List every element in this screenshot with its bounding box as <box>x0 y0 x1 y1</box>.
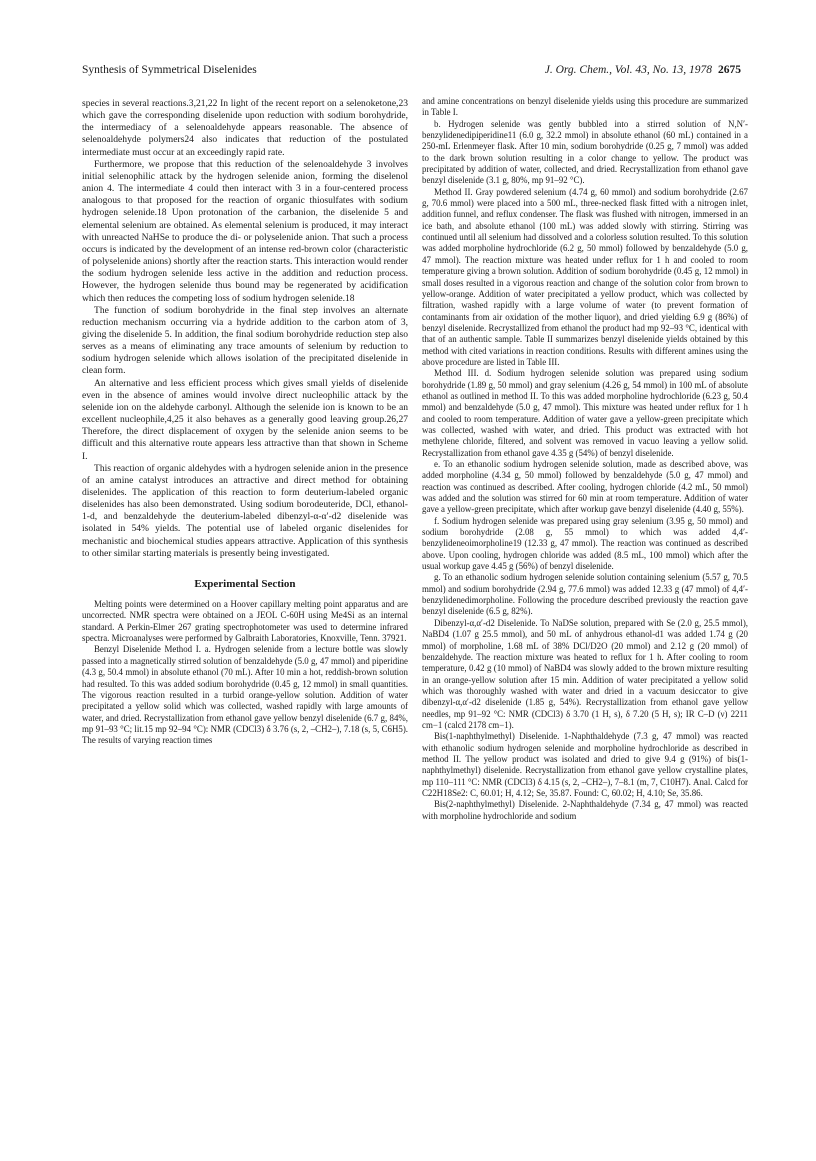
journal-citation: J. Org. Chem., Vol. 43, No. 13, 1978 <box>544 64 712 76</box>
right-column <box>422 96 748 822</box>
section-heading: Experimental Section <box>194 577 296 590</box>
body-paragraph: Bis(2-naphthylmethyl) Diselenide. 2-Naphthaldehyde (7.34 g, 47 mmol) was reacted with morpholine hydrochloride and sodium <box>422 799 748 821</box>
body-paragraph: b. Hydrogen selenide was gently bubbled into a stirred solution of N,N′-benzylidenedipiperidine11 (6.0 g, 32.2 mmol) in absolute ethanol (60 mL) contained in a 250-mL Erlenmeyer flask. After 10 min, sodium borohydride (0.25 g, 7 mmol) was added to the dark brown solution resulting in a color change to yellow. The product was precipitated by addition of water, collected, and dried. Recrystallization from ethanol gave benzyl diselenide (3.1 g, 80%, mp 91–92 °C). <box>422 118 748 186</box>
page-number: 2675 <box>718 64 741 76</box>
experimental-paragraph: Benzyl Diselenide Method I. a. Hydrogen selenide from a lecture bottle was slowly passed into a magnetically stirred solution of benzaldehyde (5.0 g, 47 mmol) and piperidine (4.3 g, 50.4 mmol) in absolute ethanol (70 mL). After 10 min a hot, reddish-brown solution had resulted. To this was added sodium borohydride (0.45 g, 12 mmol) in small quantities. The vigorous reaction resulted in a turbid orange-yellow solution. Addition of water precipitated a yellow solid which was collected, washed rapidly with large amounts of water, and dried. Recrystallization from ethanol gave yellow benzyl diselenide (6.7 g, 84%, mp 91–93 °C; lit.15 mp 92–94 °C): NMR (CDCl3) δ 3.76 (s, 2, –CH2–), 7.18 (s, 5, C6H5). The results of varying reaction times <box>82 644 408 746</box>
running-header-journal <box>496 64 741 76</box>
body-paragraph: e. To an ethanolic sodium hydrogen selenide solution, made as described above, was added morpholine (4.34 g, 50 mmol) followed by benzaldehyde (5.0 g, 47 mmol) and reaction was continued as described. After cooling, hydrogen chloride (4.2 mL, 50 mmol) was added and the solution was stirred for 60 min at room temperature. Addition of water gave a yellow-green precipitate, which after workup gave benzyl diselenide (4.40 g, 55%). <box>422 459 748 515</box>
body-paragraph: Bis(1-naphthylmethyl) Diselenide. 1-Naphthaldehyde (7.3 g, 47 mmol) was reacted with ethanolic sodium hydrogen selenide and morpholine hydrochloride as described in method II. The yellow product was isolated and dried to give 9.4 g (91%) of bis(1-naphthylmethyl) diselenide. Recrystallization from ethanol gave yellow crystalline plates, mp 110–111 °C: NMR (CDCl3) δ 4.15 (s, 2, –CH2–), 7–8.1 (m, 7, C10H7). Anal. Calcd for C22H18Se2: C, 60.01; H, 4.12; Se, 35.87. Found: C, 60.02; H, 4.10; Se, 35.86. <box>422 731 748 798</box>
body-paragraph: This reaction of organic aldehydes with a hydrogen selenide anion in the presence of an amine catalyst introduces an attractive and direct method for obtaining diselenides. The application of this reaction to form deuterium-labeled organic diselenides has also been demonstrated. Using sodium borodeuteride, DCl, ethanol-1-d, and benzaldehyde the deuterium-labeled dibenzyl-α-α′-d2 diselenide was isolated in 54% yields. The potential use of labeled organic diselenides for mechanistic and biochemical studies appears attractive. Application of this synthesis to other similar starting materials is presently being investigated. <box>82 462 408 559</box>
body-paragraph: Furthermore, we propose that this reduction of the selenoaldehyde 3 involves initial selenophilic attack by the hydrogen selenide anion, forming the diselenol anion 4. The intermediate 4 could then interact with 3 in a four-centered process analogous to that proposed for the reaction of organic thiosulfates with sodium hydrogen selenide.18 Upon protonation of the carbanion, the diselenide 5 and elemental selenium are obtained. As elemental selenium is produced, it may interact with unreacted NaHSe to produce the di- or polyselenide anion. That such a process occurs is indicated by the development of an intense red-brown color (characteristic of polyselenide anions) shortly after the reaction starts. This interaction would render the sodium hydrogen selenide less active in the addition and reduction process. However, the hydrogen selenide thus bound may be regenerated by acidification which then reduces the competing loss of sodium hydrogen selenide.18 <box>82 158 408 304</box>
body-paragraph: species in several reactions.3,21,22 In light of the recent report on a selenoketone,23 which gave the corresponding diselenide upon reduction with sodium borohydride, the intermediacy of a selenoaldehyde appears reasonable. The absence of selenoaldehyde polymers24 also indicates that reduction of the postulated intermediate must occur at an exceedingly rapid rate. <box>82 98 408 158</box>
body-paragraph: The function of sodium borohydride in the final step involves an alternate reduction mechanism occurring via a hydride addition to the carbon atom of 3, giving the diselenide 5. In addition, the final sodium borohydride reduction step also serves as a means of eliminating any trace amounts of selenium by reduction to sodium hydrogen selenide which allows isolation of the precipitated diselenide in clean form. <box>82 304 408 377</box>
body-paragraph: Method III. d. Sodium hydrogen selenide solution was prepared using sodium borohydride (1.89 g, 50 mmol) and gray selenium (4.26 g, 54 mmol) in 100 mL of absolute ethanol as outlined in method II. To this was added morpholine hydrochloride (6.23 g, 50.4 mmol) and benzaldehyde (5.0 g, 47 mmol). This mixture was heated under reflux for 1 h and cooled to room temperature. Addition of water gave a yellow-green precipitate which was collected, washed with water, and dried. This product was extracted with hot methylene chloride, filtered, and solvent was removed in vacuo leaving a yellow solid. Recrystallization from ethanol gave 4.35 g (54%) of benzyl diselenide. <box>422 368 748 458</box>
body-paragraph: An alternative and less efficient process which gives small yields of diselenide even in the absence of amines would involve direct nucleophilic attack by the selenide ion on the aldehyde carbonyl. Although the selenide ion is known to be an excellent nucleophile,4,25 it also behaves as a generally good leaving group.26,27 Therefore, the direct displacement of oxygen by the selenide anion seems to be difficult and this alternative route appears less attractive than that shown in Scheme I. <box>82 377 408 462</box>
experimental-paragraph: Melting points were determined on a Hoover capillary melting point apparatus and are uncorrected. NMR spectra were obtained on a JEOL C-60H using Me4Si as an internal standard. A Perkin-Elmer 267 grating spectrophotometer was used to determine infrared spectra. Microanalyses were performed by Galbraith Laboratories, Knoxville, Tenn. 37921. <box>82 599 408 644</box>
body-paragraph: Method II. Gray powdered selenium (4.74 g, 60 mmol) and sodium borohydride (2.67 g, 70.6 mmol) were placed into a 500 mL, three-necked flask fitted with a nitrogen inlet, addition funnel, and reflux condenser. The flask was flushed with nitrogen, immersed in an ice bath, and absolute ethanol (100 mL) was added slowly with stirring. Stirring was continued until all selenium had dissolved and a colorless solution resulted. To this solution was added morpholine hydrochloride (6.2 g, 50 mmol) followed by benzaldehyde (5.0 g, 47 mmol). The reaction mixture was heated under reflux for 1 h and cooled to room temperature giving a brown solution. Addition of sodium borohydride (0.45 g, 12 mmol) in small doses resulted in a vigorous reaction and change of the solution color from brown to yellow-orange. Addition of water precipitated a yellow product, which was collected by filtration, washed rapidly with a large volume of water (to prevent formation of contaminants from air oxidation of the mother liquor), and dried yielding 6.9 g (86%) of benzyl diselenide. Recrystallized from ethanol the product had mp 92–93 °C, identical with that of an authentic sample. Table II summarizes benzyl diselenide yields obtained by this method with cited variations in reaction conditions. Results with different amines using the above procedure are listed in Table III. <box>422 186 748 367</box>
running-header-title: Synthesis of Symmetrical Diselenides <box>82 64 257 76</box>
body-paragraph: f. Sodium hydrogen selenide was prepared using gray selenium (3.95 g, 50 mmol) and sodium borohydride (2.08 g, 55 mmol) to which was added 4,4′-benzylideneoimorpholine19 (12.33 g, 47 mmol). The reaction was continued as described above. Upon cooling, hydrogen chloride was added (8.5 mL, 100 mmol) which after the usual workup gave 4.45 g (56%) of benzyl diselenide. <box>422 515 748 572</box>
body-paragraph: g. To an ethanolic sodium hydrogen selenide solution containing selenium (5.57 g, 70.5 mmol) and sodium borohydride (2.94 g, 77.6 mmol) was added 12.33 g (47 mmol) of 4,4′-benzylidenedimorpholine. Following the procedure described previously the reaction gave benzyl diselenide (6.5 g, 82%). <box>422 572 748 617</box>
body-paragraph: and amine concentrations on benzyl diselenide yields using this procedure are summarized in Table I. <box>422 96 748 118</box>
left-column <box>82 98 408 747</box>
experimental-block <box>82 599 408 746</box>
body-paragraph: Dibenzyl-α,α′-d2 Diselenide. To NaDSe solution, prepared with Se (2.0 g, 25.5 mmol), NaBD4 (1.07 g 25.5 mmol), and 50 mL of anhydrous ethanol-d1 was added 1.74 g (20 mmol) of morpholine, 1.68 mL of 38% DCl/D2O (20 mmol) and 2.12 g (20 mmol) of benzaldehyde. The reaction mixture was heated to reflux for 1 h. After cooling to room temperature, 0.42 g (10 mmol) of NaBD4 was slowly added to the brown mixture resulting in an orange-yellow solution after 15 min. Addition of water precipitated a yellow solid which was thoroughly washed with water and dried in a vacuum desiccator to give dibenzyl-α,α′-d2 diselenide (1.85 g, 54%). Recrystallization from ethanol gave yellow needles, mp 91–92 °C: NMR (CDCl3) δ 3.70 (1 H, s), δ 7.20 (5 H, s); IR C–D (ν) 2211 cm−1 (calcd 2178 cm−1). <box>422 617 748 730</box>
